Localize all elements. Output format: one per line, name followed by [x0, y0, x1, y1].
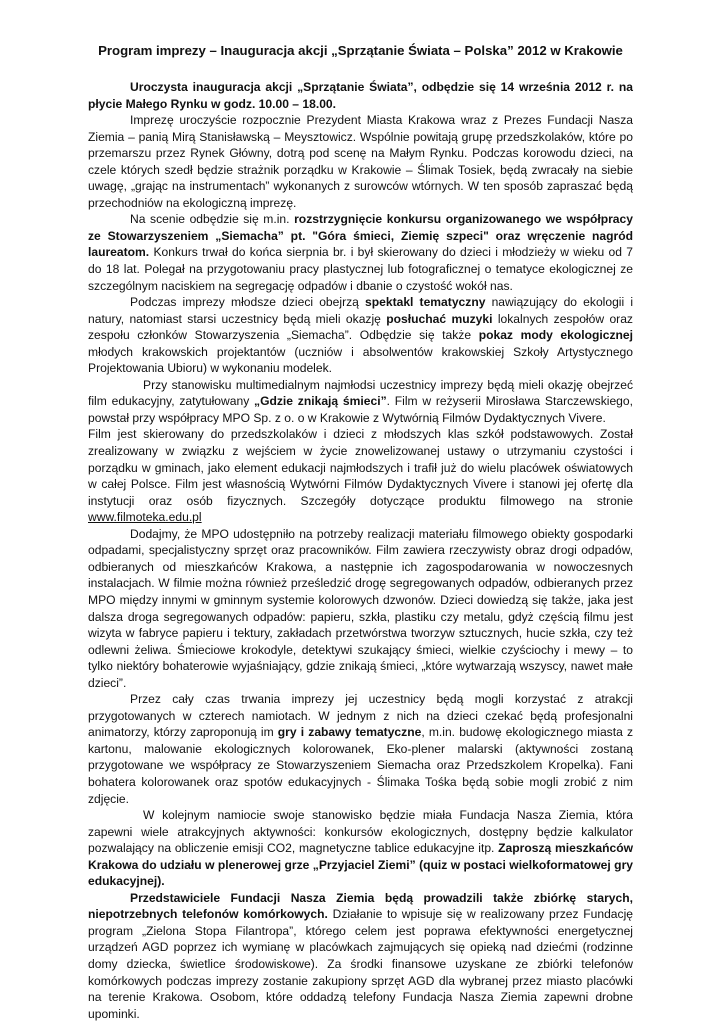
bold-span: „Gdzie znikają śmieci”: [254, 394, 387, 409]
text-span: Podczas imprezy młodsze dzieci obejrzą: [130, 295, 366, 310]
paragraph-opening-text: Imprezę uroczyście rozpocznie Prezydent Miasta Krakowa wraz z Prezes Fundacji Nasza Ziemia – panią Mirą Stanisławską – Meysztowicz. Wspólnie powitają grupę przedszkolaków, które po przemarszu przez Rynek Główny, dotrą pod scenę na Małym Rynku. Podczas korowodu dzieci, na czele których szedł będzie strażnik porządku w Krakowie – Ślimak Tosiek, będą zwracały na siebie uwagę, „grając na instrumentach” wykonanych z surowców wtórnych. W ten sposób zapraszać będą przechodniów na ekologiczną imprezę.: [88, 113, 633, 210]
text-span: Konkurs trwał do końca sierpnia br. i był skierowany do dzieci i młodzieży w wieku od 7 do 18 lat. Polegał na przygotowaniu pracy plastycznej lub fotograficznej o tematyce ekologicznej ze szczególnym naciskiem na segregację odpadów i dbanie o czystość wokół nas.: [88, 245, 633, 293]
bold-span: Zaproszą mieszkańców Krakowa do udziału w plenerowej grze „Przyjaciel Ziemi” (quiz w postaci wielkoformatowej gry edukacyjnej).: [88, 841, 633, 889]
bold-span: rozstrzygnięcie konkursu organizowanego we współpracy ze Stowarzyszeniem „Siemacha” pt. "Góra śmieci, Ziemię szpeci" oraz wręczenie nagród laureatom.: [88, 212, 633, 260]
text-span: lokalnych zespołów oraz zespołu członków Stowarzyszenia „Siemacha”. Odbędzie się także: [88, 311, 633, 343]
bold-span: Przedstawiciele Fundacji Nasza Ziemia będą prowadzili także zbiórkę starych, niepotrzebnych telefonów komórkowych.: [88, 890, 633, 922]
paragraph-opening: [88, 112, 633, 211]
paragraph-tents: [88, 691, 633, 807]
bold-span: pokaz mody ekologicznej: [478, 328, 634, 343]
document-title: Program imprezy – Inauguracja akcji „Sprzątanie Świata – Polska” 2012 w Krakowie: [98, 43, 623, 58]
text-span: Film jest skierowany do przedszkolaków i dzieci z młodszych klas szkół podstawowych. Został zrealizowany w związku z wejściem w życie znowelizowanej ustawy o utrzymaniu czystości i porządku w gminach, jako element edukacji najmłodszych i trafił już do wielu placówek oświatowych w całej Polsce. Film jest własnością Wytwórni Filmów Dydaktycznych Vivere i stanowi jej ofertę dla instytucji oraz osób fizycznych. Szczegóły dotyczące produktu filmowego na stronie: [88, 427, 633, 508]
text-span: Przy stanowisku multimedialnym najmłodsi uczestnicy imprezy będą mieli okazję obejrzeć film edukacyjny, zatytułowany: [88, 377, 633, 409]
bold-span: posłuchać muzyki: [386, 311, 493, 326]
text-span: , m.in. budowę ekologicznego miasta z kartonu, malowanie ekologicznych kolorowanek, Eko-plener malarski (aktywności zostaną przygotowane we współpracy ze Stowarzyszeniem Siemacha oraz Przedszkolem Kropelka). Fani bohatera kolorowanek oraz spotów edukacyjnych - Ślimaka Tośka będą sobie mogli zrobić z nim zdjęcie.: [88, 725, 633, 806]
text-span: Na scenie odbędzie się m.in.: [130, 212, 295, 227]
text-span: Działanie to wpisuje się w realizowany przez Fundację program „Zielona Stopa Filantropa”, którego celem jest poprawa efektywności energetycznej urządzeń AGD poprzez ich wymianę w placówkach zajmujących się opieką nad dziećmi (rodzinne domy dziecka, świetlice środowiskowe). Za środki finansowe uzyskane ze zbiórki telefonów komórkowych podczas imprezy zostanie zakupiony sprzęt AGD dla wybranej przez miasto placówki na terenie Krakowa. Osobom, które oddadzą telefony Fundacja Nasza Ziemia zapewni drobne upominki.: [88, 907, 633, 1021]
text-span: młodych krakowskich projektantów (uczniów i absolwentów krakowskiej Szkoły Artystycznego Projektowania Ubioru) w wykonaniu modelek.: [88, 344, 633, 376]
intro-bold: Uroczysta inauguracja akcji „Sprzątanie Świata”, odbędzie się 14 września 2012 r. na płycie Małego Rynku w godz. 10.00 – 18.00.: [88, 80, 633, 111]
bold-span: gry i zabawy tematyczne: [277, 725, 422, 740]
bold-span: spektakl tematyczny: [365, 295, 486, 310]
paragraph-phones: [88, 890, 633, 1022]
paragraph-mpo: [88, 526, 633, 691]
paragraph-film-details: [88, 426, 633, 525]
text-span: Przez cały czas trwania imprezy jej uczestnicy będą mogli korzystać z atrakcji przygotowanych w czterech namiotach. W jednym z nich na dzieci czekać będą profesjonalni animatorzy, którzy zaproponują im: [88, 692, 633, 740]
paragraph-film: [88, 377, 633, 427]
filmoteka-link[interactable]: www.filmoteka.edu.pl: [88, 510, 202, 525]
paragraph-contest: [88, 211, 633, 294]
text-span: W kolejnym namiocie swoje stanowisko będzie miała Fundacja Nasza Ziemia, która zapewni wiele atrakcyjnych aktywności: konkursów ekologicznych, dostępny będzie kalkulator pozwalający na obliczenie emisji CO2, magnetyczne tablice edukacyjne itp.: [88, 808, 633, 856]
paragraph-performances: [88, 294, 633, 377]
intro-paragraph: [88, 79, 633, 112]
text-span: Dodajmy, że MPO udostępniło na potrzeby realizacji materiału filmowego obiekty gospodarki odpadami, specjalistyczny sprzęt oraz pracowników. Film zawiera rzeczywisty obraz drogi odpadów, odbieranych od mieszkańców Krakowa, a następnie ich zagospodarowania w nowoczesnych instalacjach. W filmie można również prześledzić drogę segregowanych odpadów, odbieranych przez MPO między innymi w gminnym systemie kolorowych dzwonów. Dzieci dowiedzą się także, jaka jest dalsza droga segregowanych odpadów: papieru, szkła, plastiku czy metalu, gdyż częścią filmu jest wizyta w fabryce papieru i tektury, zakładach przetwórstwa tworzyw sztucznych, hucie szkła, czy też odlewni żeliwa. Śmieciowe krokodyle, detektywi szukający śmieci, wielkie czyściochy i mewy – to tylko niektóry bohaterowie wyjaśniający, gdzie znikają śmieci, „które wytwarzają wszyscy, nawet małe dzieci”.: [88, 526, 633, 690]
text-span: nawiązujący do ekologii i natury, natomiast starsi uczestnicy będą mieli okazję: [88, 295, 634, 326]
paragraph-foundation: [88, 807, 633, 890]
text-span: . Film w reżyserii Mirosława Starczewskiego, powstał przy współpracy MPO Sp. z o. o w Krakowie z Wytwórnią Filmów Dydaktycznych Vivere.: [88, 394, 633, 425]
